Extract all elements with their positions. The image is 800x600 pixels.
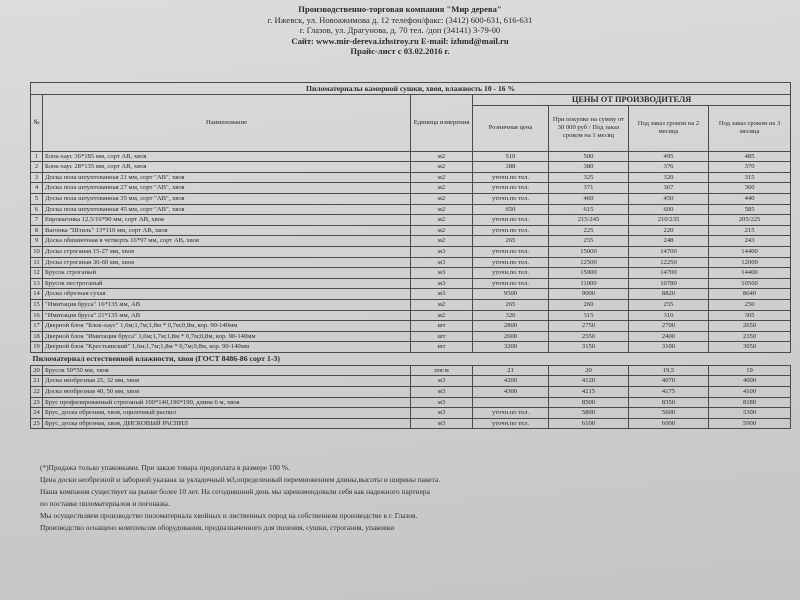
row-retail: уточн.по тел.: [473, 278, 549, 289]
row-number: 23: [31, 397, 43, 408]
row-unit: м2: [411, 172, 473, 183]
row-price-2: 8350: [629, 397, 709, 408]
table-row: [31, 299, 791, 310]
row-retail: 650: [473, 204, 549, 215]
note-line: (*)Продажа только упаковками. При заказе товара предоплата в размере 100 %.: [40, 463, 290, 472]
row-unit: м3: [411, 387, 473, 398]
row-name: Доска пола шпунтованная 27 мм, сорт "АВ", хвоя: [43, 183, 411, 194]
row-number: 2: [31, 162, 43, 173]
row-name: Дверной блок "Имитация бруса" 1,6м;1,7м;1,8м * 0,7м;0,8м, кор. 90-140мм: [43, 331, 411, 342]
row-unit: м2: [411, 193, 473, 204]
row-price-2: 14700: [629, 268, 709, 279]
row-retail: уточн.по тел.: [473, 408, 549, 419]
row-unit: м2: [411, 225, 473, 236]
section2-title: Пиломатериал естественной влажности, хвоя (ГОСТ 8486-86 сорт 1-3): [31, 352, 791, 365]
row-unit: шт: [411, 342, 473, 353]
row-retail: [473, 397, 549, 408]
table-title-row: [31, 83, 791, 95]
table-row: [31, 365, 791, 376]
row-number: 9: [31, 236, 43, 247]
row-retail: уточн.по тел.: [473, 183, 549, 194]
table-row: [31, 408, 791, 419]
row-unit: м3: [411, 408, 473, 419]
table-row: [31, 172, 791, 183]
row-price-3: 440: [709, 193, 791, 204]
row-name: Доска строганая 15-27 мм, хвоя: [43, 246, 411, 257]
row-name: Евровагонка 12,5/16*90 мм, сорт АВ, хвоя: [43, 215, 411, 226]
table-row: [31, 225, 791, 236]
row-name: Доска необрезная 40, 50 мм, хвоя: [43, 387, 411, 398]
row-number: 10: [31, 246, 43, 257]
row-price-3: 5300: [709, 408, 791, 419]
table-row: [31, 215, 791, 226]
row-number: 25: [31, 418, 43, 429]
row-number: 4: [31, 183, 43, 194]
row-unit: шт: [411, 331, 473, 342]
row-number: 13: [31, 278, 43, 289]
row-price-1: 325: [549, 172, 629, 183]
note-line: Цена доски необрезной и заборной указана за укладочный м3,определенный перемножением длины,высоты и ширины пакета.: [40, 475, 441, 484]
row-price-2: 320: [629, 172, 709, 183]
row-retail: 320: [473, 310, 549, 321]
row-unit: м2: [411, 151, 473, 162]
site-email: Сайт: www.mir-dereva.izhstroy.ru E-mail: izhmd@mail.ru: [291, 35, 509, 46]
row-retail: 265: [473, 299, 549, 310]
row-price-1: 255: [549, 236, 629, 247]
row-price-3: 3050: [709, 342, 791, 353]
row-name: Вагонка "Штиль" 13*110 мм, сорт АВ, хвоя: [43, 225, 411, 236]
company-name: Производственно-торговая компания "Мир дерева": [298, 4, 502, 14]
row-price-1: 315: [549, 310, 629, 321]
row-name: Доска пола шпунтованная 45 мм, сорт "АВ", хвоя: [43, 204, 411, 215]
row-number: 24: [31, 408, 43, 419]
row-price-3: 10560: [709, 278, 791, 289]
row-price-3: 14400: [709, 268, 791, 279]
header-row-1: [31, 95, 791, 106]
row-price-3: 315: [709, 172, 791, 183]
row-price-2: 495: [629, 151, 709, 162]
row-retail: 2600: [473, 331, 549, 342]
row-price-2: 19,5: [629, 365, 709, 376]
row-retail: уточн.по тел.: [473, 268, 549, 279]
row-unit: пог.м: [411, 365, 473, 376]
row-name: Брусок 50*50 мм, хвоя: [43, 365, 411, 376]
row-name: Блок-хаус 28*135 мм, сорт АВ, хвоя: [43, 162, 411, 173]
row-price-1: 15000: [549, 268, 629, 279]
row-retail: 510: [473, 151, 549, 162]
row-price-1: 8500: [549, 397, 629, 408]
row-retail: уточн.по тел.: [473, 246, 549, 257]
row-retail: 4300: [473, 387, 549, 398]
notes: [40, 462, 780, 534]
table-row: [31, 289, 791, 300]
row-retail: уточн.по тел.: [473, 225, 549, 236]
row-number: 3: [31, 172, 43, 183]
row-price-2: 600: [629, 204, 709, 215]
row-price-2: 310: [629, 310, 709, 321]
row-number: 22: [31, 387, 43, 398]
row-price-2: 2400: [629, 331, 709, 342]
table-row: [31, 321, 791, 332]
row-unit: м3: [411, 376, 473, 387]
row-name: Доска обшивочная в четверть 16*97 мм, сорт АВ, хвоя: [43, 236, 411, 247]
section2-row: [31, 352, 791, 365]
row-price-2: 210/235: [629, 215, 709, 226]
prices-header: ЦЕНЫ ОТ ПРОИЗВОДИТЕЛЯ: [473, 95, 791, 106]
row-number: 19: [31, 342, 43, 353]
note-line: по поставке пиломатериалов и погонажа.: [40, 499, 170, 508]
row-price-2: 255: [629, 299, 709, 310]
company-header: [0, 4, 800, 57]
table-row: [31, 331, 791, 342]
row-unit: м3: [411, 246, 473, 257]
row-price-3: 19: [709, 365, 791, 376]
row-price-3: 4100: [709, 387, 791, 398]
row-unit: м2: [411, 299, 473, 310]
row-price-3: 4000: [709, 376, 791, 387]
col-order2: Под заказ сроком на 2 месяца: [629, 105, 709, 151]
table-row: [31, 193, 791, 204]
row-price-3: 2350: [709, 331, 791, 342]
row-price-1: 11000: [549, 278, 629, 289]
row-name: "Имитация бруса" 16*135 мм, АВ: [43, 299, 411, 310]
row-name: Брус, доска обрезная, хвоя, оцилочный распил: [43, 408, 411, 419]
row-price-3: 485: [709, 151, 791, 162]
row-price-2: 367: [629, 183, 709, 194]
row-price-3: 12000: [709, 257, 791, 268]
row-price-1: 6100: [549, 418, 629, 429]
row-name: Брусок строганый: [43, 268, 411, 279]
address-izhevsk: г. Ижевск, ул. Новоажимова д. 12 телефон/факс: (3412) 600-631, 616-631: [267, 14, 533, 25]
note-line: Наша компания существует на рынке более 10 лет. На сегодняшний день мы зарекомендовали себя как надежного партнера: [40, 487, 430, 496]
row-unit: шт: [411, 321, 473, 332]
table-row: [31, 151, 791, 162]
col-over30k: При покупке на сумму от 30 000 руб / Под заказ сроком на 1 месяц: [549, 105, 629, 151]
col-unit: Единица измерения: [411, 95, 473, 152]
row-number: 11: [31, 257, 43, 268]
row-price-2: 14700: [629, 246, 709, 257]
row-number: 12: [31, 268, 43, 279]
row-price-3: 215: [709, 225, 791, 236]
row-price-1: 9000: [549, 289, 629, 300]
row-name: Брус профилированный строганый 100*140,190*190, длина 6 м, хвоя: [43, 397, 411, 408]
row-retail: 388: [473, 162, 549, 173]
row-unit: м2: [411, 310, 473, 321]
row-price-2: 2700: [629, 321, 709, 332]
row-price-1: 371: [549, 183, 629, 194]
row-price-1: 215/245: [549, 215, 629, 226]
row-number: 20: [31, 365, 43, 376]
row-price-2: 3100: [629, 342, 709, 353]
row-number: 17: [31, 321, 43, 332]
row-retail: уточн.по тел.: [473, 418, 549, 429]
row-price-3: 5900: [709, 418, 791, 429]
row-price-2: 220: [629, 225, 709, 236]
row-name: Доска строганая 30-60 мм, хвоя: [43, 257, 411, 268]
table-row: [31, 418, 791, 429]
row-price-2: 12250: [629, 257, 709, 268]
row-price-1: 15000: [549, 246, 629, 257]
row-price-1: 460: [549, 193, 629, 204]
row-price-3: 2650: [709, 321, 791, 332]
row-unit: м3: [411, 278, 473, 289]
col-num: №: [31, 95, 43, 152]
row-number: 8: [31, 225, 43, 236]
row-number: 7: [31, 215, 43, 226]
row-unit: м2: [411, 215, 473, 226]
row-unit: м3: [411, 418, 473, 429]
row-price-1: 225: [549, 225, 629, 236]
row-retail: уточн.по тел.: [473, 257, 549, 268]
row-retail: 4200: [473, 376, 549, 387]
row-price-2: 248: [629, 236, 709, 247]
address-glazov: г. Глазов, ул. Драгунова, д. 70 тел. /доп (34141) 3-79-00: [299, 25, 501, 36]
table-row: [31, 257, 791, 268]
row-retail: 21: [473, 365, 549, 376]
row-price-1: 260: [549, 299, 629, 310]
table-row: [31, 376, 791, 387]
row-retail: 265: [473, 236, 549, 247]
row-number: 6: [31, 204, 43, 215]
price-table: [30, 82, 791, 429]
table-row: [31, 387, 791, 398]
row-retail: уточн.по тел.: [473, 172, 549, 183]
price-table-wrap: [30, 82, 790, 429]
row-price-1: 3150: [549, 342, 629, 353]
row-price-3: 205/225: [709, 215, 791, 226]
row-price-1: 500: [549, 151, 629, 162]
row-unit: м3: [411, 268, 473, 279]
row-price-3: 370: [709, 162, 791, 173]
table-row: [31, 342, 791, 353]
row-name: Доска обрезная сухая: [43, 289, 411, 300]
row-price-2: 8820: [629, 289, 709, 300]
col-retail: Розничная цена: [473, 105, 549, 151]
row-retail: уточн.по тел.: [473, 193, 549, 204]
row-unit: м2: [411, 204, 473, 215]
row-unit: м3: [411, 289, 473, 300]
row-unit: м2: [411, 162, 473, 173]
table-row: [31, 204, 791, 215]
row-name: Брус, доска обрезная, хвоя, ДИСКОВЫЙ РАСПИЛ: [43, 418, 411, 429]
row-price-1: 12500: [549, 257, 629, 268]
table-row: [31, 162, 791, 173]
table-row: [31, 246, 791, 257]
row-number: 5: [31, 193, 43, 204]
table-row: [31, 268, 791, 279]
row-price-3: 14400: [709, 246, 791, 257]
row-price-3: 243: [709, 236, 791, 247]
row-name: Брусок нестроганый: [43, 278, 411, 289]
table-row: [31, 278, 791, 289]
table-row: [31, 397, 791, 408]
row-name: Блок-хаус 36*185 мм, сорт АВ, хвоя: [43, 151, 411, 162]
row-price-3: 305: [709, 310, 791, 321]
row-price-2: 4175: [629, 387, 709, 398]
table-title: Пиломатериалы камерной сушки, хвоя, влажность 10 - 16 %: [31, 83, 791, 95]
row-price-2: 4070: [629, 376, 709, 387]
row-price-3: 8640: [709, 289, 791, 300]
row-unit: м3: [411, 257, 473, 268]
row-price-3: 250: [709, 299, 791, 310]
row-price-1: 20: [549, 365, 629, 376]
row-price-2: 10780: [629, 278, 709, 289]
row-unit: м2: [411, 183, 473, 194]
col-order3: Под заказ сроком на 3 месяца: [709, 105, 791, 151]
row-unit: м2: [411, 236, 473, 247]
row-price-2: 5600: [629, 408, 709, 419]
row-number: 21: [31, 376, 43, 387]
row-number: 18: [31, 331, 43, 342]
row-price-1: 2550: [549, 331, 629, 342]
row-number: 1: [31, 151, 43, 162]
row-retail: 3200: [473, 342, 549, 353]
note-line: Производство оснащено комплексом оборудования, предназначенного для пиления, сушки, строгания, упаковки: [40, 523, 395, 532]
table-row: [31, 236, 791, 247]
row-name: Доска пола шпунтованная 35 мм, сорт "АВ", хвоя: [43, 193, 411, 204]
row-name: Доска пола шпунтованная 21 мм, сорт "АВ", хвоя: [43, 172, 411, 183]
row-name: Дверной блок "Крестьянский" 1,6м;1,7м;1,8м * 0,7м;0,8м, кор. 90-140мм: [43, 342, 411, 353]
row-price-3: 8180: [709, 397, 791, 408]
row-number: 16: [31, 310, 43, 321]
row-price-1: 4215: [549, 387, 629, 398]
row-name: "Имитация бруса" 21*135 мм, АВ: [43, 310, 411, 321]
row-price-1: 2750: [549, 321, 629, 332]
note-line: Мы осуществляем производство пиломатериала хвойных и лиственных пород на собственном производстве в г. Глазов.: [40, 511, 418, 520]
row-name: Дверной блок "Блок-хаус" 1,6м;1,7м;1,8м * 0,7м;0,8м, кор. 90-140мм: [43, 321, 411, 332]
row-price-2: 450: [629, 193, 709, 204]
row-price-1: 4120: [549, 376, 629, 387]
row-price-2: 6000: [629, 418, 709, 429]
row-price-1: 5800: [549, 408, 629, 419]
row-retail: 2800: [473, 321, 549, 332]
col-name: Наименование: [43, 95, 411, 152]
row-price-3: 360: [709, 183, 791, 194]
table-row: [31, 183, 791, 194]
row-name: Доска необрезная 25, 32 мм, хвоя: [43, 376, 411, 387]
row-price-2: 376: [629, 162, 709, 173]
row-number: 15: [31, 299, 43, 310]
row-number: 14: [31, 289, 43, 300]
row-price-1: 615: [549, 204, 629, 215]
row-price-3: 585: [709, 204, 791, 215]
row-unit: м3: [411, 397, 473, 408]
row-retail: уточн.по тел.: [473, 215, 549, 226]
table-row: [31, 310, 791, 321]
pricelist-date: Прайс-лист с 03.02.2016 г.: [350, 46, 450, 57]
row-retail: 9500: [473, 289, 549, 300]
row-price-1: 380: [549, 162, 629, 173]
